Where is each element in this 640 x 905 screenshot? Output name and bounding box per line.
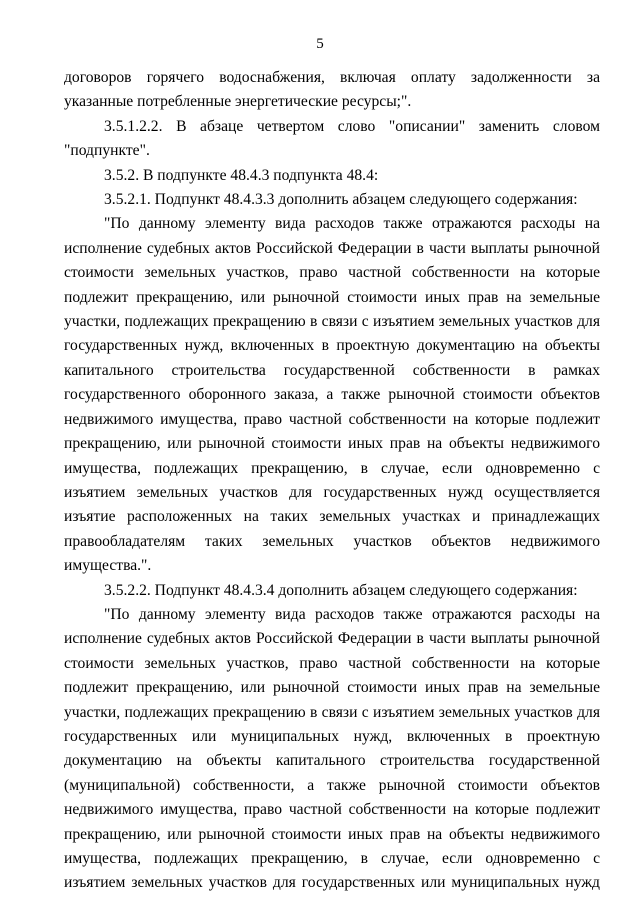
paragraph-3-5-2-2: 3.5.2.2. Подпункт 48.4.3.4 дополнить абзацем следующего содержания:: [104, 581, 578, 599]
paragraph-3-5-1-2-2: 3.5.1.2.2. В абзаце четвертом слово "описании" заменить словом "подпункте".: [64, 117, 600, 160]
paragraph-quote-48-4-3-4: "По данному элементу вида расходов также отражаются расходы на исполнение судебных актов Российской Федерации в части выплаты рыночной стоимости земельных участков, право частной собственности на которые подлежит прекращению, или рыночной стоимости иных прав на земельные участки, подлежащих прекращению в связи с изъятием земельных участков для государственных или муниципальных нужд, включенных в проектную документацию на объекты капитального строительства государственной (муниципальной) собственности, а также рыночной стоимости объектов недвижимого имущества, право частной собственности на которые подлежит прекращению, или рыночной стоимости иных прав на объекты недвижимого имущества, подлежащих прекращению, в случае, если одновременно с изъятием земельных участков для государственных или муниципальных нужд: [64, 605, 600, 892]
paragraph-quote-48-4-3-3: "По данному элементу вида расходов также отражаются расходы на исполнение судебных актов Российской Федерации в части выплаты рыночной стоимости земельных участков, право частной собственности на которые подлежит прекращению, или рыночной стоимости иных прав на земельные участки, подлежащих прекращению в связи с изъятием земельных участков для государственных нужд, включенных в проектную документацию на объекты капитального строительства государственной собственности в рамках государственного оборонного заказа, а также рыночной стоимости объектов недвижимого имущества, право частной собственности на которые подлежит прекращению, или рыночной стоимости иных прав на объекты недвижимого имущества, подлежащих прекращению, в случае, если одновременно с изъятием земельных участков для государственных нужд осуществляется изъятие расположенных на таких земельных участках и принадлежащих правообладателям таких земельных участков объектов недвижимого имущества.".: [64, 215, 600, 575]
paragraph-3-5-2-1: 3.5.2.1. Подпункт 48.4.3.3 дополнить абзацем следующего содержания:: [104, 191, 578, 209]
paragraph-3-5-2: 3.5.2. В подпункте 48.4.3 подпункта 48.4:: [104, 166, 379, 184]
page-number: 5: [316, 36, 324, 52]
paragraph-continuation: договоров горячего водоснабжения, включая оплату задолженности за указанные потребленные энергетические ресурсы;".: [64, 69, 600, 111]
document-body: [64, 66, 600, 896]
